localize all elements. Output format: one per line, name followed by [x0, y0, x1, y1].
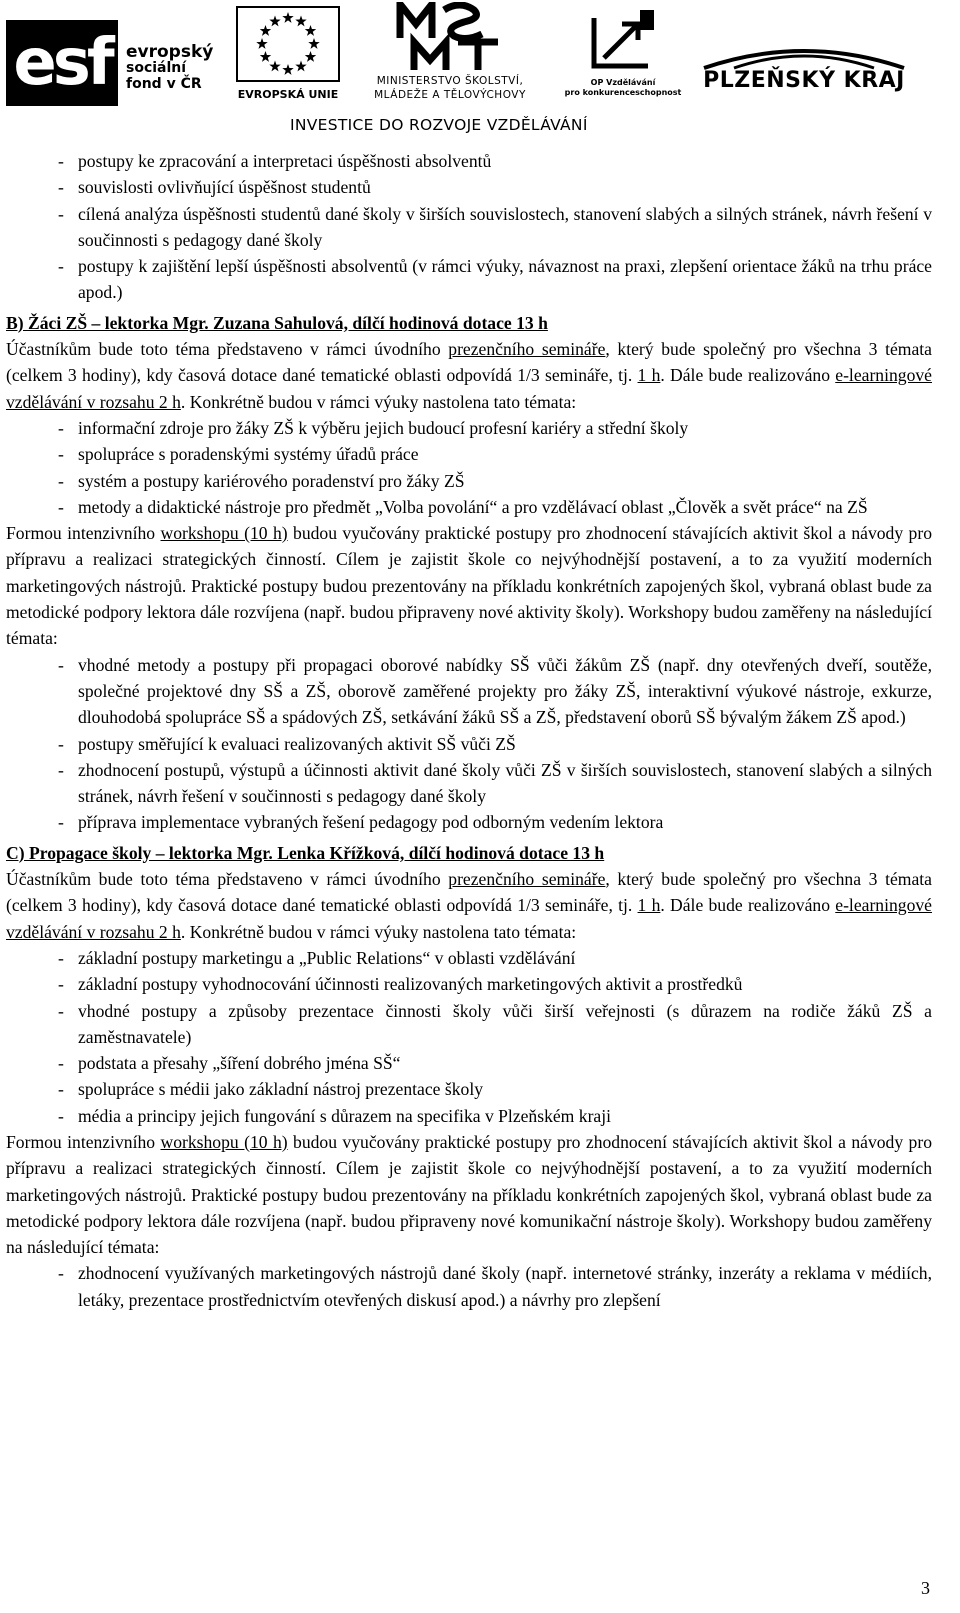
intro-list [6, 148, 932, 306]
list-item: - příprava implementace vybraných řešení pedagogy pod odborným vedením lektora [6, 809, 932, 835]
list-item: - cílená analýza úspěšnosti studentů dané školy v širších souvislostech, stanovení slabých a silných stránek, návrh řešení v součinnosti s pedagogy dané školy [6, 201, 932, 254]
section-c-workshop-topics [6, 1260, 932, 1313]
msmt-line1: MINISTERSTVO ŠKOLSTVÍ, [376, 75, 524, 87]
logo-bar [0, 0, 960, 140]
op-line2: pro konkurenceschopnost [564, 88, 682, 97]
list-item: - metody a didaktické nástroje pro předmět „Volba povolání“ a pro vzdělávací oblast „Člověk a svět práce“ na ZŠ [6, 494, 932, 520]
list-item: - spolupráce s poradenskými systémy úřadů práce [6, 441, 932, 467]
list-item: - vhodné postupy a způsoby prezentace činnosti školy vůči širší veřejnosti (s důrazem na rodiče žáků ZŠ a zaměstnavatele) [6, 998, 932, 1051]
section-b-intro: Účastníkům bude toto téma představeno v rámci úvodního prezenčního semináře, který bude společný pro všechna 3 témata (celkem 3 hodiny), kdy časová dotace dané tematické oblasti odpovídá 1/3 semináře, tj. 1 h. Dále bude realizováno e-learningové vzdělávání v rozsahu 2 h. Konkrétně budou v rámci výuky nastolena tato témata: [6, 339, 932, 412]
section-b-workshop-topics [6, 652, 932, 836]
list-item: - základní postupy vyhodnocování účinnosti realizovaných marketingových aktivit a prostředků [6, 971, 932, 997]
list-item: - základní postupy marketingu a „Public Relations“ v oblasti vzdělávání [6, 945, 932, 971]
list-item: - postupy k zajištění lepší úspěšnosti absolventů (v rámci výuky, návaznost na praxi, zlepšení orientace žáků na trhu práce apod.) [6, 253, 932, 306]
section-c-workshop: Formou intenzivního workshopu (10 h) budou vyučovány praktické postupy pro zhodnocení stávajících aktivit škol a návody pro přípravu a realizaci strategických činností. Cílem je zajistit škole co nejvýhodnější postavení, a to za využití moderních marketingových nástrojů. Praktické postupy budou prezentovány na příkladu konkrétních zapojených škol, vybraná oblast bude za metodické podpory lektora dále rozvíjena (např. budou připraveny nové komunikační nástroje školy). Workshopy budou zaměřeny na následující témata: [6, 1131, 933, 1258]
esf-line1: evropský [126, 42, 214, 62]
plzensky-kraj-logo [694, 40, 914, 100]
eu-flag-icon [236, 6, 340, 82]
op-mark-icon [588, 8, 658, 72]
op-logo [558, 8, 688, 104]
section-c-intro: Účastníkům bude toto téma představeno v rámci úvodního prezenčního semináře, který bude společný pro všechna 3 témata (celkem 3 hodiny), kdy časová dotace dané tematické oblasti odpovídá 1/3 semináře, tj. 1 h. Dále bude realizováno e-learningové vzdělávání v rozsahu 2 h. Konkrétně budou v rámci výuky nastolena tato témata: [6, 869, 932, 942]
esf-line3: fond v ČR [126, 76, 202, 92]
eu-logo [236, 6, 340, 102]
list-item: - zhodnocení využívaných marketingových nástrojů dané školy (např. internetové stránky, inzeráty a reklama v médiích, letáky, prezentace prostřednictvím otevřených diskusí apod.) a návrhy pro zlepšení [6, 1260, 932, 1313]
op-text [558, 78, 688, 98]
esf-line2: sociální [126, 60, 187, 76]
document-content [6, 148, 932, 1313]
investice-tagline: INVESTICE DO ROZVOJE VZDĚLÁVÁNÍ [290, 116, 588, 134]
esf-logo [6, 6, 228, 106]
section-c-topics [6, 945, 932, 1129]
eu-text: EVROPSKÁ UNIE [237, 88, 339, 101]
list-item: - vhodné metody a postupy při propagaci oborové nabídky SŠ vůči žákům ZŠ (např. dny otevřených dveří, soutěže, společné projektové dny SŠ a ZŠ, oborově zaměřené projekty pro žáky ZŠ, interaktivní výukové nástroje, exkurze, dlouhodobá spolupráce SŠ a spádových ZŠ, setkávání žáků SŠ a ZŠ, představení oborů SŠ bývalým žákem ZŠ apod.) [6, 652, 932, 731]
list-item: - zhodnocení postupů, výstupů a účinnosti aktivit dané školy vůči ZŠ v širších souvislostech, stanovení slabých a silných stránek, návrh řešení v součinnosti s pedagogy dané školy [6, 757, 932, 810]
list-item: - systém a postupy kariérového poradenství pro žáky ZŠ [6, 468, 932, 494]
list-item: - podstata a přesahy „šíření dobrého jména SŠ“ [6, 1050, 932, 1076]
page-number: 3 [921, 1578, 930, 1598]
kraj-text: PLZEŇSKÝ KRAJ [703, 68, 905, 93]
list-item: - spolupráce s médii jako základní nástroj prezentace školy [6, 1076, 932, 1102]
op-line1: OP Vzdělávání [590, 78, 656, 87]
esf-mark: esf [6, 20, 118, 106]
msmt-mark-icon [394, 2, 504, 72]
section-b-workshop: Formou intenzivního workshopu (10 h) budou vyučovány praktické postupy pro zhodnocení stávajících aktivit škol a návody pro přípravu a realizaci strategických činností. Cílem je zajistit škole co nejvýhodnější postavení, a to za využití moderních marketingových nástrojů. Praktické postupy budou prezentovány na příkladu konkrétních zapojených škol, vybraná oblast bude za metodické podpory lektora dále rozvíjena (např. budou připraveny nové aktivity školy). Workshopy budou zaměřeny na následující témata: [6, 523, 933, 649]
list-item: - souvislosti ovlivňující úspěšnost studentů [6, 174, 932, 200]
section-b-heading: B) Žáci ZŠ – lektorka Mgr. Zuzana Sahulová, dílčí hodinová dotace 13 h [6, 312, 548, 333]
section-b-topics [6, 415, 932, 520]
section-c-heading: C) Propagace školy – lektorka Mgr. Lenka Křížková, dílčí hodinová dotace 13 h [6, 842, 605, 863]
list-item: - postupy směřující k evaluaci realizovaných aktivit SŠ vůči ZŠ [6, 731, 932, 757]
list-item: - postupy ke zpracování a interpretaci úspěšnosti absolventů [6, 148, 932, 174]
msmt-logo [344, 2, 556, 102]
kraj-arcs-icon [694, 40, 914, 70]
list-item: - informační zdroje pro žáky ZŠ k výběru jejich budoucí profesní kariéry a střední školy [6, 415, 932, 441]
msmt-text [344, 74, 556, 102]
list-item: - média a principy jejich fungování s důrazem na specifika v Plzeňském kraji [6, 1103, 932, 1129]
esf-text [126, 44, 213, 92]
msmt-line2: MLÁDEŽE A TĚLOVÝCHOVY [374, 89, 526, 101]
